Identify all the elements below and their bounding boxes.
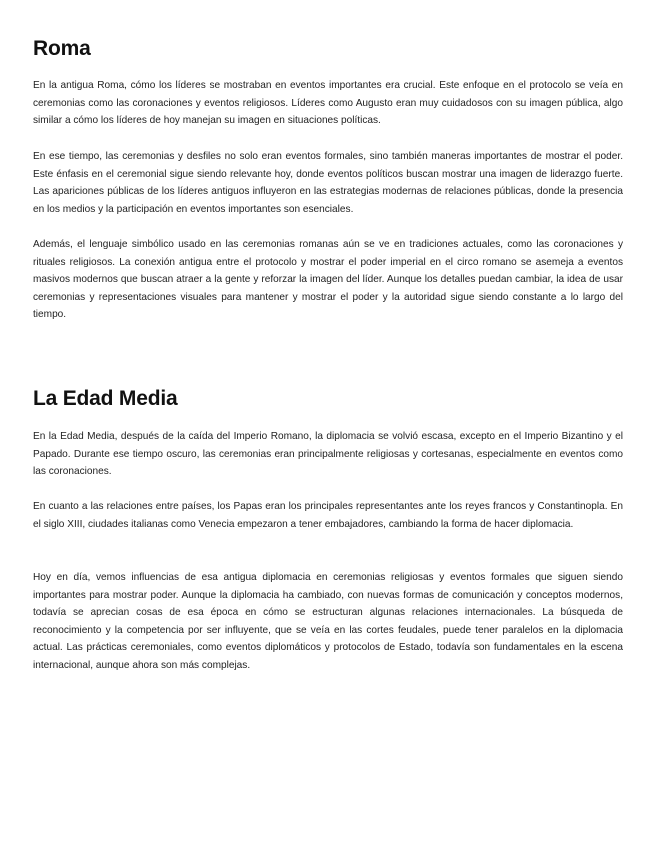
section-title-roma: Roma xyxy=(33,37,91,60)
roma-paragraph-1: En la antigua Roma, cómo los líderes se mostraban en eventos importantes era crucial. Este enfoque en el protocolo se veía en ceremonias como las coronaciones y eventos religiosos. Líderes como Augusto eran muy cuidadosos con su imagen pública, algo similar a cómo los líderes de hoy manejan su imagen en situaciones políticas. xyxy=(33,80,623,127)
edad-media-paragraph-3: Hoy en día, vemos influencias de esa antigua diplomacia en ceremonias religiosas y eventos formales que siguen siendo importantes para mostrar poder. Aunque la diplomacia ha cambiado, con nuevas formas de comunicación y conceptos modernos, todavía se aprecian cosas de esa época en cómo se estructuran algunas relaciones internacionales. La búsqueda de reconocimiento y la competencia por ser influyente, que se veía en las cortes feudales, puede tener paralelos en la diplomacia actual. Las prácticas ceremoniales, como eventos diplomáticos y protocolos de Estado, todavía son fundamentales en la escena internacional, aunque ahora son más complejas. xyxy=(33,572,623,671)
section-title-edad-media: La Edad Media xyxy=(33,387,178,410)
edad-media-paragraph-1: En la Edad Media, después de la caída del Imperio Romano, la diplomacia se volvió escasa, excepto en el Imperio Bizantino y el Papado. Durante ese tiempo oscuro, las ceremonias eran principalmente religiosas y cortesanas, especialmente en eventos como las coronaciones. xyxy=(33,431,623,478)
roma-paragraph-2: En ese tiempo, las ceremonias y desfiles no solo eran eventos formales, sino también maneras importantes de mostrar el poder. Este énfasis en el ceremonial sigue siendo relevante hoy, donde eventos políticos buscan mostrar una imagen de liderazgo fuerte. Las apariciones públicas de los líderes antiguos influyeron en las estrategias modernas de relaciones públicas, donde la presencia en los medios y la participación en eventos importantes son esenciales. xyxy=(33,151,623,215)
edad-media-paragraph-2: En cuanto a las relaciones entre países, los Papas eran los principales representantes ante los reyes francos y Constantinopla. En el siglo XIII, ciudades italianas como Venecia empezaron a tener embajadores, cambiando la forma de hacer diplomacia. xyxy=(33,501,623,530)
roma-paragraph-3: Además, el lenguaje simbólico usado en las ceremonias romanas aún se ve en tradiciones actuales, como las coronaciones y rituales religiosos. La conexión antigua entre el protocolo y mostrar el poder imperial en el circo romano se asemeja a eventos masivos modernos que buscan atraer a la gente y reforzar la imagen del líder. Aunque los detalles puedan cambiar, la idea de usar ceremonias y representaciones visuales para mantener y mostrar el poder y la autoridad sigue siendo constante a lo largo del tiempo. xyxy=(33,239,623,321)
